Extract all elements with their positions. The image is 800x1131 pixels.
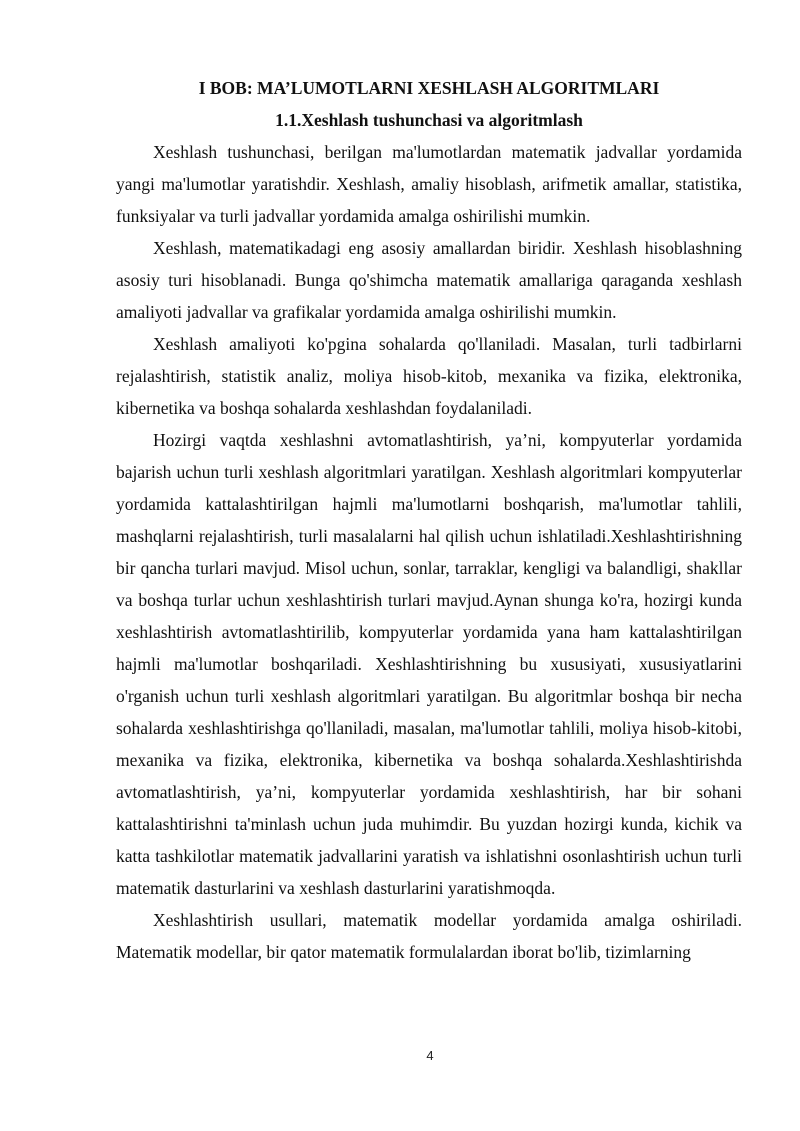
- page-number: 4: [426, 1048, 434, 1063]
- paragraph-5: Xeshlashtirish usullari, matematik modellar yordamida amalga oshiriladi. Matematik modellar, bir qator matematik formulalardan iborat bo'lib, tizimlarning: [116, 910, 742, 962]
- chapter-title: I BOB: MA’LUMOTLARNI XESHLASH ALGORITMLARI: [198, 78, 660, 98]
- paragraph-2: Xeshlash, matematikadagi eng asosiy amallardan biridir. Xeshlash hisoblashning asosiy turi hisoblanadi. Bunga qo'shimcha matematik amallariga qaraganda xeshlash amaliyoti jadvallar va grafikalar yordamida amalga oshirilishi mumkin.: [116, 238, 742, 322]
- section-title: 1.1.Xeshlash tushunchasi va algoritmlash: [275, 110, 583, 130]
- paragraph-3: Xeshlash amaliyoti ko'pgina sohalarda qo'llaniladi. Masalan, turli tadbirlarni rejalashtirish, statistik analiz, moliya hisob-kitob, mexanika va fizika, elektronika, kibernetika va boshqa sohalarda xeshlashdan foydalaniladi.: [116, 334, 742, 418]
- paragraph-1: Xeshlash tushunchasi, berilgan ma'lumotlardan matematik jadvallar yordamida yangi ma'lumotlar yaratishdir. Xeshlash, amaliy hisoblash, arifmetik amallar, statistika, funksiyalar va turli jadvallar yordamida amalga oshirilishi mumkin.: [116, 142, 742, 226]
- paragraph-4: Hozirgi vaqtda xeshlashni avtomatlashtirish, ya’ni, kompyuterlar yordamida bajarish uchun turli xeshlash algoritmlari yaratilgan. Xeshlash algoritmlari kompyuterlar yordamida kattalashtirilgan hajmli ma'lumotlarni boshqarish, ma'lumotlar tahlili, mashqlarni rejalashtirish, turli masalalarni hal qilish uchun ishlatiladi.Xeshlashtirishning bir qancha turlari mavjud. Misol uchun, sonlar, tarraklar, kengligi va balandligi, shakllar va boshqa turlar uchun xeshlashtirish turlari mavjud.Aynan shunga ko'ra, hozirgi kunda xeshlashtirish avtomatlashtirilib, kompyuterlar yordamida yana ham kattalashtirilgan hajmli ma'lumotlar boshqariladi. Xeshlashtirishning bu xususiyati, xususiyatlarini o'rganish uchun turli xeshlash algoritmlari yaratilgan. Bu algoritmlar boshqa bir necha sohalarda xeshlashtirishga qo'llaniladi, masalan, ma'lumotlar tahlili, moliya hisob-kitobi, mexanika va fizika, elektronika, kibernetika va boshqa sohalarda.Xeshlashtirishda avtomatlashtirish, ya’ni, kompyuterlar yordamida xeshlashtirish, har bir sohani kattalashtirishni ta'minlash uchun juda muhimdir. Bu yuzdan hozirgi kunda, kichik va katta tashkilotlar matematik jadvallarini yaratish va ishlatishni osonlashtirish uchun turli matematik dasturlarini va xeshlash dasturlarini yaratishmoqda.: [116, 430, 742, 898]
- document-page: [116, 72, 742, 968]
